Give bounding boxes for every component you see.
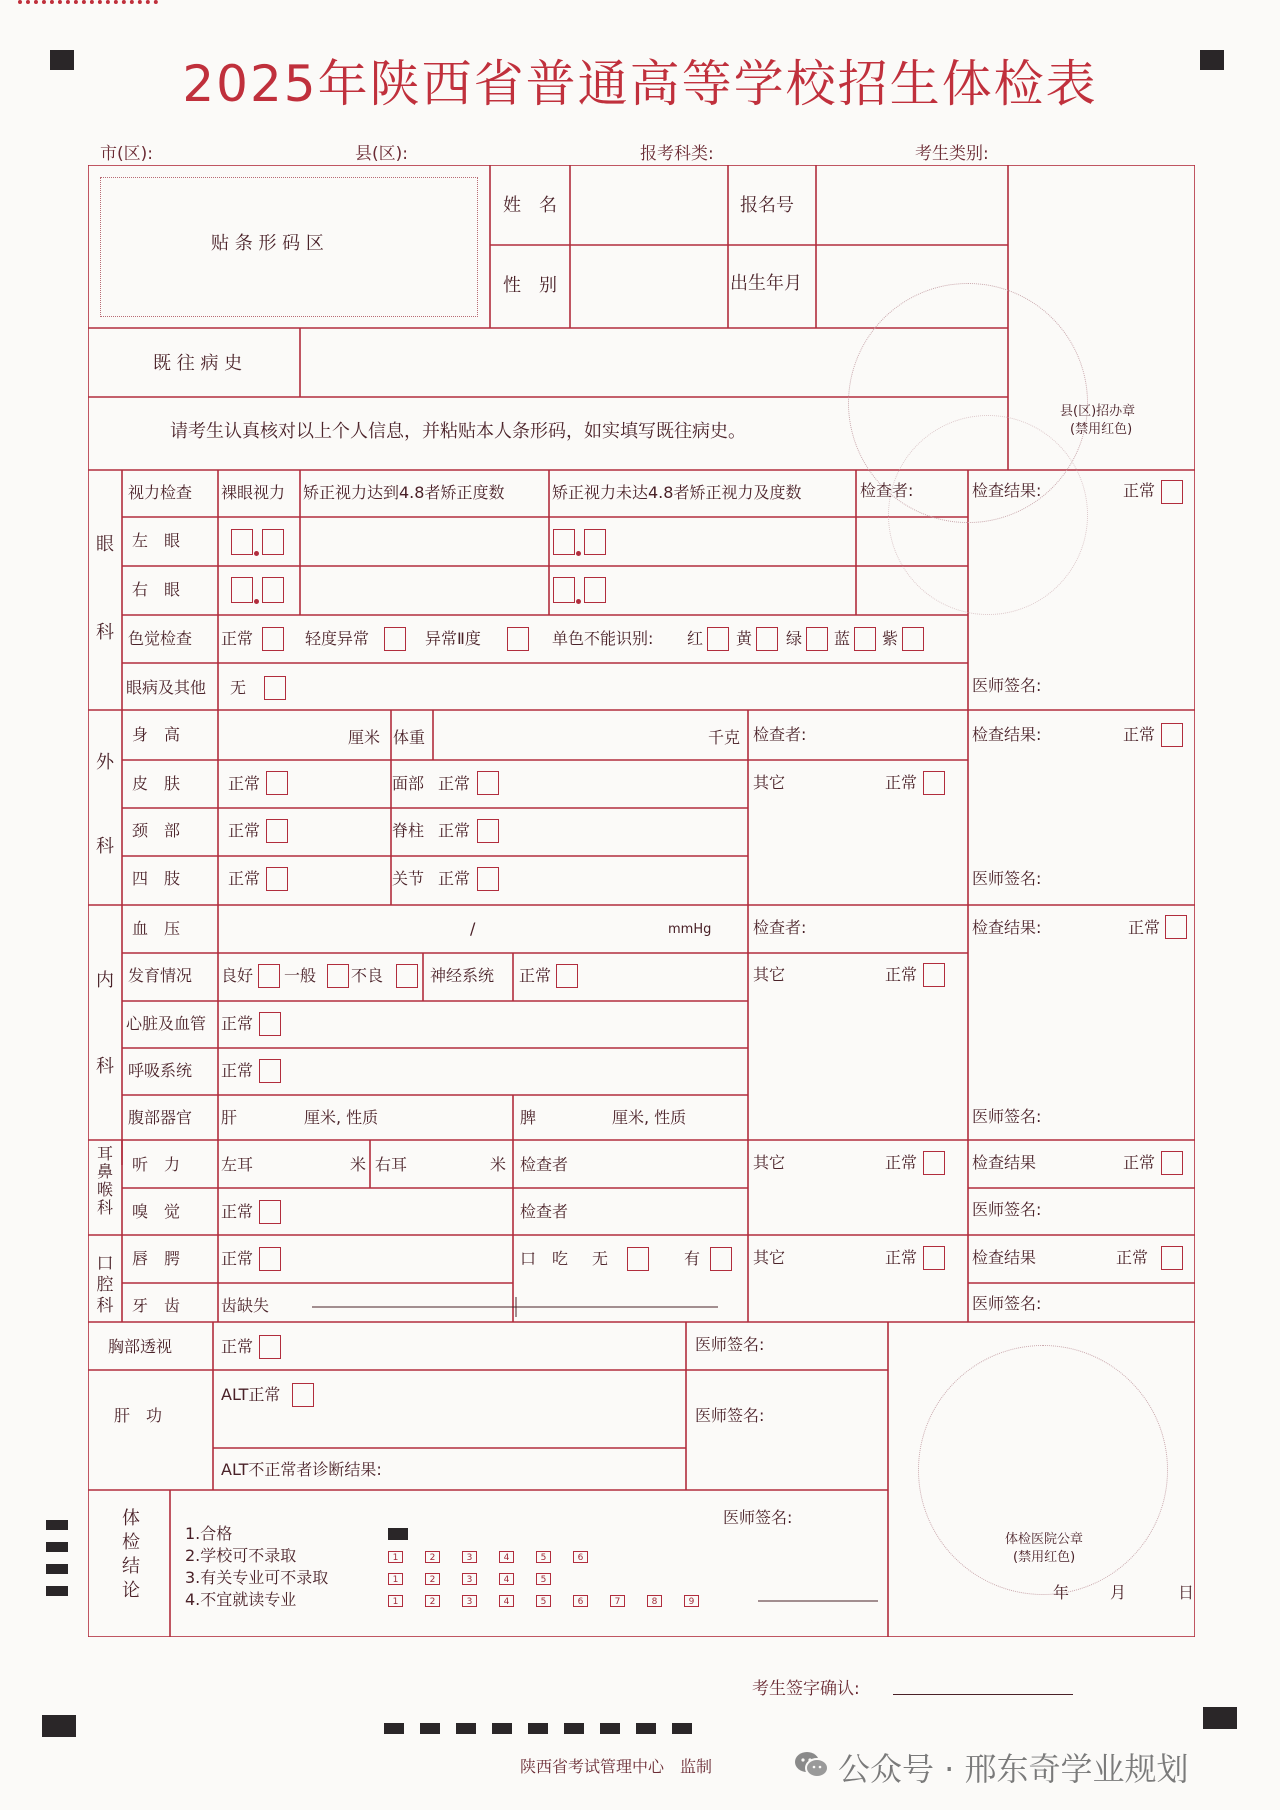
option-box-3-5[interactable]: 5	[536, 1573, 551, 1585]
smell-label: 嗅 觉	[132, 1202, 181, 1221]
conclusion-item-2: 2.学校可不录取	[185, 1546, 297, 1565]
color-mild-checkbox[interactable]	[384, 627, 406, 651]
year-label: 年	[1053, 1583, 1070, 1602]
liver-func-label: 肝 功	[114, 1406, 163, 1425]
eye-normal-checkbox[interactable]	[1161, 480, 1183, 504]
color-normal-checkbox[interactable]	[262, 627, 284, 651]
option-box-2-6[interactable]: 6	[573, 1551, 588, 1563]
resp-normal-label: 正常	[221, 1061, 254, 1080]
timing-mark	[564, 1723, 584, 1734]
option-box-2-1[interactable]: 1	[388, 1551, 403, 1563]
chest-normal-label: 正常	[221, 1337, 254, 1356]
hearing-label: 听 力	[132, 1155, 181, 1174]
chest-label: 胸部透视	[108, 1337, 173, 1356]
color-red-label: 红	[687, 629, 704, 648]
surgery-examiner-label: 检查者:	[753, 725, 807, 744]
watermark-text: 公众号 · 邢东奇学业规划	[838, 1750, 1189, 1788]
color-green-checkbox[interactable]	[806, 627, 828, 651]
option-box-3-2[interactable]: 2	[425, 1573, 440, 1585]
right-eye-label: 右 眼	[132, 580, 181, 599]
color-abn2-label: 异常Ⅱ度	[425, 629, 481, 648]
eye-doctor-label: 医师签名:	[972, 676, 1042, 695]
smell-normal-label: 正常	[221, 1202, 254, 1221]
timing-mark	[636, 1723, 656, 1734]
dev-good-checkbox[interactable]	[258, 964, 280, 988]
timing-mark	[46, 1542, 68, 1552]
face-normal-label: 正常	[438, 774, 471, 793]
wechat-icon	[793, 1750, 829, 1780]
eye-other-label: 眼病及其他	[126, 678, 207, 697]
oral-result-label: 检查结果	[972, 1248, 1037, 1267]
internal-doctor-label: 医师签名:	[972, 1107, 1042, 1126]
color-yellow-checkbox[interactable]	[756, 627, 778, 651]
skin-normal-checkbox[interactable]	[266, 771, 288, 795]
chest-doctor-label: 医师签名:	[695, 1335, 765, 1354]
face-normal-checkbox[interactable]	[477, 771, 499, 795]
option-box-4-4[interactable]: 4	[499, 1595, 514, 1607]
joint-normal-label: 正常	[438, 869, 471, 888]
nerve-label: 神经系统	[430, 966, 495, 985]
option-box-3-3[interactable]: 3	[462, 1573, 477, 1585]
right-corrected-digit-1[interactable]	[553, 577, 575, 603]
city-label: 市(区):	[100, 144, 153, 164]
gender-label: 性 别	[503, 275, 557, 296]
left-eye-label: 左 眼	[132, 531, 181, 550]
heart-label: 心脏及血管	[126, 1014, 207, 1033]
neck-label: 颈 部	[132, 821, 181, 840]
dept-ent-4: 科	[96, 1198, 113, 1217]
eye-examiner-label: 检查者:	[860, 481, 914, 500]
skin-label: 皮 肤	[132, 774, 181, 793]
corrected-not-label: 矫正视力未达4.8者矫正视力及度数	[552, 483, 802, 502]
bp-slash: /	[470, 919, 476, 938]
hospital-seal-label: 体检医院公章	[1005, 1532, 1084, 1547]
oral-normal-checkbox[interactable]	[1161, 1246, 1183, 1270]
dept-ent-2: 鼻	[96, 1162, 113, 1181]
chest-normal-checkbox[interactable]	[259, 1335, 281, 1359]
joint-label: 关节	[392, 869, 425, 888]
color-mild-label: 轻度异常	[305, 629, 370, 648]
option-box-4-3[interactable]: 3	[462, 1595, 477, 1607]
ent-normal-checkbox[interactable]	[1161, 1151, 1183, 1175]
hearing-examiner-label: 检查者	[520, 1155, 569, 1174]
mmhg-unit: mmHg	[668, 922, 712, 937]
ent-result-label: 检查结果	[972, 1153, 1037, 1172]
surgery-doctor-label: 医师签名:	[972, 869, 1042, 888]
eye-none-checkbox[interactable]	[264, 676, 286, 700]
conclusion-char-4: 论	[122, 1580, 140, 1601]
conclusion-item-1: 1.合格	[185, 1524, 233, 1543]
conclusion-item-3: 3.有关专业可不录取	[185, 1568, 329, 1587]
oral-other-normal-label: 正常	[885, 1248, 918, 1267]
surgery-other-normal-checkbox[interactable]	[923, 771, 945, 795]
reg-no-label: 报名号	[740, 195, 794, 216]
left-ear-unit: 米	[350, 1155, 367, 1174]
right-ear-label: 右耳	[375, 1155, 408, 1174]
corrected-ok-label: 矫正视力达到4.8者矫正度数	[303, 483, 505, 502]
county-label: 县(区):	[355, 144, 408, 164]
timing-mark	[46, 1586, 68, 1596]
kg-unit: 千克	[708, 728, 741, 747]
option-box-4-1[interactable]: 1	[388, 1595, 403, 1607]
option-box-4-9[interactable]: 9	[684, 1595, 699, 1607]
timing-mark	[528, 1723, 548, 1734]
alt-ok-checkbox[interactable]	[292, 1383, 314, 1407]
dept-oral-2: 腔	[96, 1275, 114, 1295]
dept-surgery-1: 外	[96, 752, 114, 773]
dept-internal-1: 内	[96, 970, 114, 991]
timing-mark	[456, 1723, 476, 1734]
color-blue-label: 蓝	[834, 629, 851, 648]
spine-label: 脊柱	[392, 821, 425, 840]
stutter-no-label: 无	[592, 1249, 609, 1268]
stutter-no-checkbox[interactable]	[627, 1247, 649, 1271]
surgery-normal-label: 正常	[1123, 725, 1156, 744]
left-corrected-digit-1[interactable]	[553, 529, 575, 555]
color-blue-checkbox[interactable]	[854, 627, 876, 651]
day-label: 日	[1178, 1583, 1195, 1602]
timing-mark	[46, 1520, 68, 1530]
stutter-yes-checkbox[interactable]	[710, 1247, 732, 1271]
mono-color-label: 单色不能识别:	[552, 629, 654, 648]
spleen-label: 脾	[520, 1108, 537, 1127]
oral-other-normal-checkbox[interactable]	[923, 1246, 945, 1270]
right-corrected-digit-2[interactable]	[584, 577, 606, 603]
liver-doctor-label: 医师签名:	[695, 1406, 765, 1425]
dept-surgery-2: 科	[96, 836, 114, 857]
left-ear-label: 左耳	[221, 1155, 254, 1174]
dev-good-label: 良好	[221, 966, 254, 985]
seal-note: (禁用红色)	[1070, 422, 1133, 437]
timing-mark	[46, 1564, 68, 1574]
timing-mark	[672, 1723, 692, 1734]
org-label: 陕西省考试管理中心 监制	[520, 1757, 713, 1776]
nerve-normal-checkbox[interactable]	[556, 964, 578, 988]
color-yellow-label: 黄	[736, 629, 753, 648]
oral-normal-label: 正常	[1116, 1248, 1149, 1267]
limbs-label: 四 肢	[132, 869, 181, 888]
seal-label: 县(区)招办章	[1060, 404, 1136, 419]
internal-examiner-label: 检查者:	[753, 918, 807, 937]
lip-normal-checkbox[interactable]	[259, 1247, 281, 1271]
color-green-label: 绿	[786, 629, 803, 648]
registration-mark	[42, 1715, 76, 1737]
color-abn2-checkbox[interactable]	[507, 627, 529, 651]
oral-doctor-label: 医师签名:	[972, 1294, 1042, 1313]
dept-ent-3: 喉	[96, 1180, 113, 1199]
surgery-normal-checkbox[interactable]	[1161, 723, 1183, 747]
color-vision-label: 色觉检查	[128, 629, 193, 648]
hospital-seal-note: (禁用红色)	[1013, 1550, 1076, 1565]
heart-normal-checkbox[interactable]	[259, 1012, 281, 1036]
color-purple-label: 紫	[882, 629, 899, 648]
option-box-2-3[interactable]: 3	[462, 1551, 477, 1563]
stutter-label: 口 吃	[520, 1249, 569, 1268]
dept-eye-2: 科	[96, 622, 114, 643]
liver-label: 肝	[221, 1108, 238, 1127]
dev-avg-checkbox[interactable]	[327, 964, 349, 988]
option-box-2-4[interactable]: 4	[499, 1551, 514, 1563]
teeth-label: 牙 齿	[132, 1296, 181, 1315]
neck-normal-label: 正常	[228, 821, 261, 840]
exam-form	[88, 165, 1195, 1637]
oral-other-label: 其它	[753, 1248, 786, 1267]
joint-normal-checkbox[interactable]	[477, 867, 499, 891]
nerve-normal-label: 正常	[519, 966, 552, 985]
stutter-yes-label: 有	[684, 1249, 701, 1268]
alt-bad-label: ALT不正常者诊断结果:	[221, 1460, 382, 1479]
registration-mark	[1203, 1707, 1237, 1729]
bp-label: 血 压	[132, 919, 181, 938]
ent-other-label: 其它	[753, 1153, 786, 1172]
respiratory-label: 呼吸系统	[128, 1061, 193, 1080]
left-naked-digit-2[interactable]	[262, 529, 284, 555]
eye-none-label: 无	[230, 678, 247, 697]
face-label: 面部	[392, 774, 425, 793]
option-box-4-5[interactable]: 5	[536, 1595, 551, 1607]
signature-line[interactable]	[893, 1694, 1073, 1695]
conclusion-item-4: 4.不宜就读专业	[185, 1590, 297, 1609]
timing-mark	[600, 1723, 620, 1734]
lip-label: 唇 腭	[132, 1249, 181, 1268]
conclusion-doctor-label: 医师签名:	[723, 1508, 793, 1527]
decimal-point	[254, 551, 259, 556]
option-box-2-2[interactable]: 2	[425, 1551, 440, 1563]
color-red-checkbox[interactable]	[707, 627, 729, 651]
internal-other-label: 其它	[753, 965, 786, 984]
conclusion-char-3: 结	[122, 1556, 140, 1577]
smell-normal-checkbox[interactable]	[259, 1200, 281, 1224]
page-title: 2025年陕西省普通高等学校招生体检表	[182, 55, 1098, 113]
surgery-other-normal-label: 正常	[885, 773, 918, 792]
liver-note: 厘米, 性质	[304, 1108, 379, 1127]
month-label: 月	[1110, 1583, 1127, 1602]
student-confirm-label: 考生签字确认:	[752, 1679, 860, 1699]
spine-normal-label: 正常	[438, 821, 471, 840]
option-box-3-4[interactable]: 4	[499, 1573, 514, 1585]
internal-other-normal-checkbox[interactable]	[923, 963, 945, 987]
dept-oral-3: 科	[96, 1296, 114, 1316]
internal-normal-label: 正常	[1128, 918, 1161, 937]
option-box-4-2[interactable]: 2	[425, 1595, 440, 1607]
eye-result-label: 检查结果:	[972, 481, 1042, 500]
internal-result-label: 检查结果:	[972, 918, 1042, 937]
history-label: 既 往 病 史	[153, 353, 243, 374]
heart-normal-label: 正常	[221, 1014, 254, 1033]
top-edge-marks	[18, 0, 158, 8]
conclusion-char-2: 检	[122, 1532, 140, 1553]
option-box-3-1[interactable]: 1	[388, 1573, 403, 1585]
teeth-missing-label: 齿缺失	[221, 1296, 270, 1315]
name-label: 姓 名	[503, 195, 557, 216]
option-box-4-8[interactable]: 8	[647, 1595, 662, 1607]
dept-oral-1: 口	[96, 1254, 114, 1274]
smell-examiner-label: 检查者	[520, 1202, 569, 1221]
birth-label: 出生年月	[730, 273, 802, 294]
conclusion-char-1: 体	[122, 1508, 140, 1529]
timing-mark	[384, 1723, 404, 1734]
left-naked-digit-1[interactable]	[231, 529, 253, 555]
internal-other-normal-label: 正常	[885, 965, 918, 984]
lip-normal-label: 正常	[221, 1249, 254, 1268]
subject-label: 报考科类:	[640, 144, 714, 164]
decimal-point	[576, 551, 581, 556]
dev-bad-checkbox[interactable]	[396, 964, 418, 988]
timing-mark	[492, 1723, 512, 1734]
color-normal-label: 正常	[221, 629, 254, 648]
dept-ent-1: 耳	[96, 1144, 113, 1163]
vision-check-label: 视力检查	[128, 483, 193, 502]
internal-normal-checkbox[interactable]	[1165, 915, 1187, 939]
notice-text: 请考生认真核对以上个人信息，并粘贴本人条形码，如实填写既往病史。	[170, 421, 746, 442]
spine-normal-checkbox[interactable]	[477, 819, 499, 843]
qualified-mark[interactable]	[388, 1528, 408, 1540]
alt-ok-label: ALT正常	[221, 1385, 281, 1404]
dept-internal-2: 科	[96, 1056, 114, 1077]
surgery-result-label: 检查结果:	[972, 725, 1042, 744]
surgery-other-label: 其它	[753, 773, 786, 792]
left-corrected-digit-2[interactable]	[584, 529, 606, 555]
barcode-label: 贴 条 形 码 区	[211, 233, 324, 254]
right-naked-digit-1[interactable]	[231, 577, 253, 603]
dev-avg-label: 一般	[284, 966, 317, 985]
weight-label: 体重	[393, 728, 426, 747]
naked-vision-label: 裸眼视力	[221, 483, 286, 502]
ent-other-normal-checkbox[interactable]	[923, 1151, 945, 1175]
right-naked-digit-2[interactable]	[262, 577, 284, 603]
cm-unit: 厘米	[348, 728, 381, 747]
skin-normal-label: 正常	[228, 774, 261, 793]
height-label: 身 高	[132, 725, 181, 744]
decimal-point	[576, 599, 581, 604]
option-box-4-7[interactable]: 7	[610, 1595, 625, 1607]
neck-normal-checkbox[interactable]	[266, 819, 288, 843]
option-box-4-6[interactable]: 6	[573, 1595, 588, 1607]
timing-mark	[420, 1723, 440, 1734]
stamp-circle	[888, 415, 1088, 615]
limbs-normal-checkbox[interactable]	[266, 867, 288, 891]
ent-doctor-label: 医师签名:	[972, 1200, 1042, 1219]
color-purple-checkbox[interactable]	[902, 627, 924, 651]
decimal-point	[254, 599, 259, 604]
ent-normal-label: 正常	[1123, 1153, 1156, 1172]
option-box-2-5[interactable]: 5	[536, 1551, 551, 1563]
ent-other-normal-label: 正常	[885, 1153, 918, 1172]
dev-bad-label: 不良	[351, 966, 384, 985]
development-label: 发育情况	[128, 966, 193, 985]
dept-eye-1: 眼	[96, 534, 114, 555]
abdomen-label: 腹部器官	[128, 1108, 193, 1127]
limbs-normal-label: 正常	[228, 869, 261, 888]
category-label: 考生类别:	[915, 144, 989, 164]
spleen-note: 厘米, 性质	[612, 1108, 687, 1127]
resp-normal-checkbox[interactable]	[259, 1059, 281, 1083]
eye-normal-label: 正常	[1123, 481, 1156, 500]
right-ear-unit: 米	[490, 1155, 507, 1174]
